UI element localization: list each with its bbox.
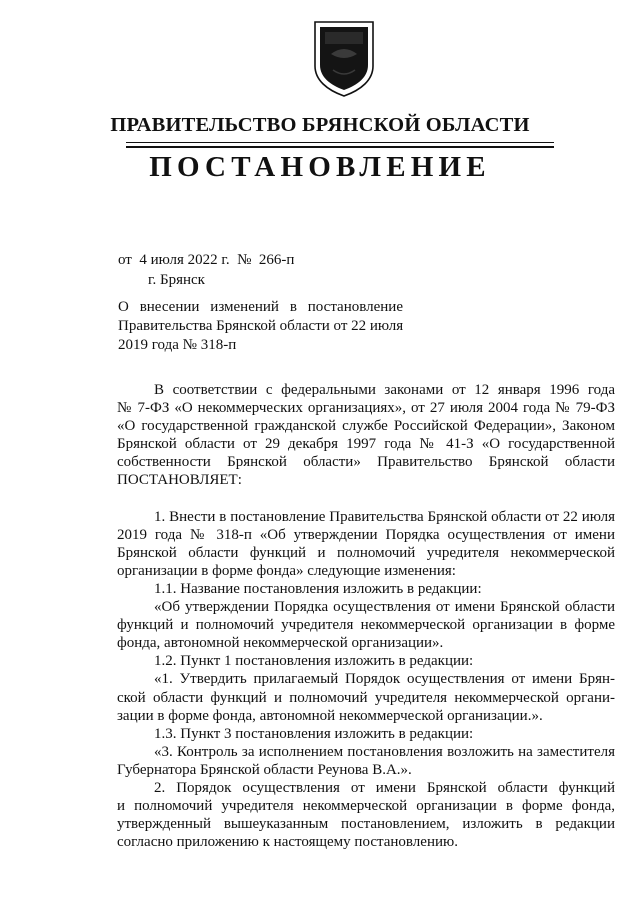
text-line: Губернатора Брянской области Реунова В.А.». xyxy=(117,761,412,778)
text-line: «Об утверждении Порядка осуществления от имени Брянской области xyxy=(154,599,615,616)
text-line: «1. Утвердить прилагаемый Порядок осуществления от имени Брян- xyxy=(154,671,615,688)
clause-1-3-text-paragraph xyxy=(117,743,615,779)
text-line: 1.3. Пункт 3 постановления изложить в редакции: xyxy=(154,725,474,742)
clause-1-paragraph xyxy=(117,508,615,580)
coat-of-arms-emblem xyxy=(303,14,385,100)
subject-line: Правительства Брянской области от 22 июля xyxy=(118,318,404,334)
text-line: ПОСТАНОВЛЯЕТ: xyxy=(117,472,242,489)
text-line: согласно приложению к настоящему постановлению. xyxy=(117,834,458,851)
text-line: фонда, автономной некоммерческой организации». xyxy=(117,635,444,652)
document-subject xyxy=(118,298,403,355)
subject-line: О внесении изменений в постановление xyxy=(118,299,403,315)
clause-1-2-paragraph xyxy=(117,652,615,670)
city-line: г. Брянск xyxy=(148,272,205,288)
text-line: В соответствии с федеральными законами от 12 января 1996 года xyxy=(154,382,615,398)
text-line: и полномочий учредителя некоммерческой организации в форме фонда, xyxy=(117,798,615,815)
text-line: утвержденный вышеуказанным постановлением, изложить в редакции xyxy=(117,816,615,833)
clause-2-paragraph xyxy=(117,779,615,851)
text-line: собственности Брянской области» Правительство Брянской области xyxy=(117,454,615,471)
text-line: функций и полномочий учредителя некоммерческой организации в форме xyxy=(117,617,615,634)
text-line: 1.1. Название постановления изложить в редакции: xyxy=(154,580,482,597)
text-line: 1. Внести в постановление Правительства Брянской области от 22 июля xyxy=(154,508,615,525)
text-line: Брянской области функций и полномочий учредителя некоммерческой xyxy=(117,544,615,561)
date-number-line: от 4 июля 2022 г. № 266-п xyxy=(118,252,295,268)
text-line: зации в форме фонда, автономной некоммерческой организации.». xyxy=(117,707,543,724)
clause-1-1-paragraph xyxy=(117,580,615,598)
document-type-title: ПОСТАНОВЛЕНИЕ xyxy=(149,151,491,183)
text-line: Брянской области от 29 декабря 1997 года № 41-З «О государственной xyxy=(117,436,615,453)
government-name: ПРАВИТЕЛЬСТВО БРЯНСКОЙ ОБЛАСТИ xyxy=(110,114,530,136)
text-line: «3. Контроль за исполнением постановления возложить на заместителя xyxy=(154,743,615,760)
text-line: 2. Порядок осуществления от имени Брянской области функций xyxy=(154,779,615,796)
header-rule-thin xyxy=(126,142,554,143)
subject-line: 2019 года № 318-п xyxy=(118,337,237,353)
text-line: 2019 года № 318-п «Об утверждении Порядка осуществления от имени xyxy=(117,526,615,543)
document-meta xyxy=(118,250,294,290)
text-line: организации в форме фонда» следующие изменения: xyxy=(117,562,456,579)
text-line: ской области функций и полномочий учредителя некоммерческой органи- xyxy=(117,689,615,706)
text-line: № 7-ФЗ «О некоммерческих организациях», от 27 июля 2004 года № 79-ФЗ xyxy=(117,400,615,417)
paragraph-gap xyxy=(117,490,615,508)
clause-1-1-text-paragraph xyxy=(117,598,615,652)
text-line: «О государственной гражданской службе Российской Федерации», Законом xyxy=(117,418,615,435)
document-body xyxy=(117,381,615,851)
preamble-paragraph xyxy=(117,381,615,490)
clause-1-2-text-paragraph xyxy=(117,670,615,724)
header-rule-thick xyxy=(126,146,554,148)
text-line: 1.2. Пункт 1 постановления изложить в редакции: xyxy=(154,653,474,670)
clause-1-3-paragraph xyxy=(117,725,615,743)
